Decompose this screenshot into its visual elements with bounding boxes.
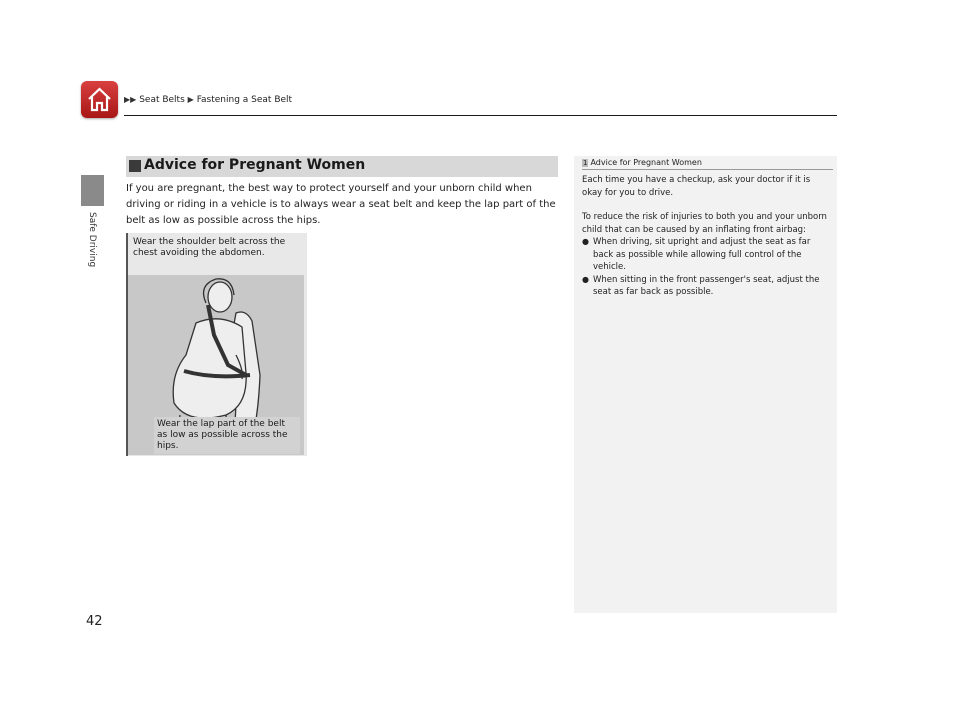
page-number: 42 (86, 614, 103, 629)
sidebar-bullet-item: ● When sitting in the front passenger's seat, adjust the seat as far back as possible. (582, 274, 830, 299)
sidebar-bullet-item: ● When driving, sit upright and adjust the seat as far back as possible while allowing full control of the vehicle. (582, 236, 830, 274)
chapter-label: Safe Driving (87, 212, 97, 268)
section-heading (126, 156, 558, 177)
sidebar-paragraph-2: To reduce the risk of injuries to both you and your unborn child that can be caused by an inflating front airbag: (582, 212, 827, 235)
sidebar-title-text: Advice for Pregnant Women (590, 158, 702, 167)
home-icon (86, 86, 113, 113)
sidebar-ref-number: 1 (583, 159, 588, 167)
home-button[interactable] (81, 81, 118, 118)
chapter-tab[interactable] (81, 175, 104, 206)
breadcrumb-current[interactable]: Fastening a Seat Belt (196, 95, 293, 105)
header-rule (124, 115, 837, 116)
heading-square-icon (129, 160, 141, 172)
sidebar-note (574, 156, 837, 613)
breadcrumb-link-seat-belts[interactable]: Seat Belts (139, 95, 185, 105)
breadcrumb-arrow-icon: ▶▶ (124, 95, 137, 104)
section-body: If you are pregnant, the best way to protect yourself and your unborn child when driving or riding in a vehicle is to always wear a seat belt and keep the lap part of the belt as low as possible across the hips. (126, 183, 556, 226)
sidebar-rule (582, 169, 833, 170)
sidebar-bullet-list (582, 236, 830, 299)
figure-label-lap-belt: Wear the lap part of the belt as low as possible across the hips. (154, 417, 300, 454)
figure-label-shoulder-belt: Wear the shoulder belt across the chest avoiding the abdomen. (133, 237, 286, 258)
sidebar-title (582, 158, 702, 167)
breadcrumb (124, 95, 292, 105)
section-title: Advice for Pregnant Women (144, 157, 366, 173)
sidebar-paragraph-1: Each time you have a checkup, ask your doctor if it is okay for you to drive. (582, 175, 811, 198)
breadcrumb-arrow-icon: ▶ (187, 95, 194, 104)
illustration-figure (126, 233, 307, 456)
sidebar-text (582, 174, 830, 299)
